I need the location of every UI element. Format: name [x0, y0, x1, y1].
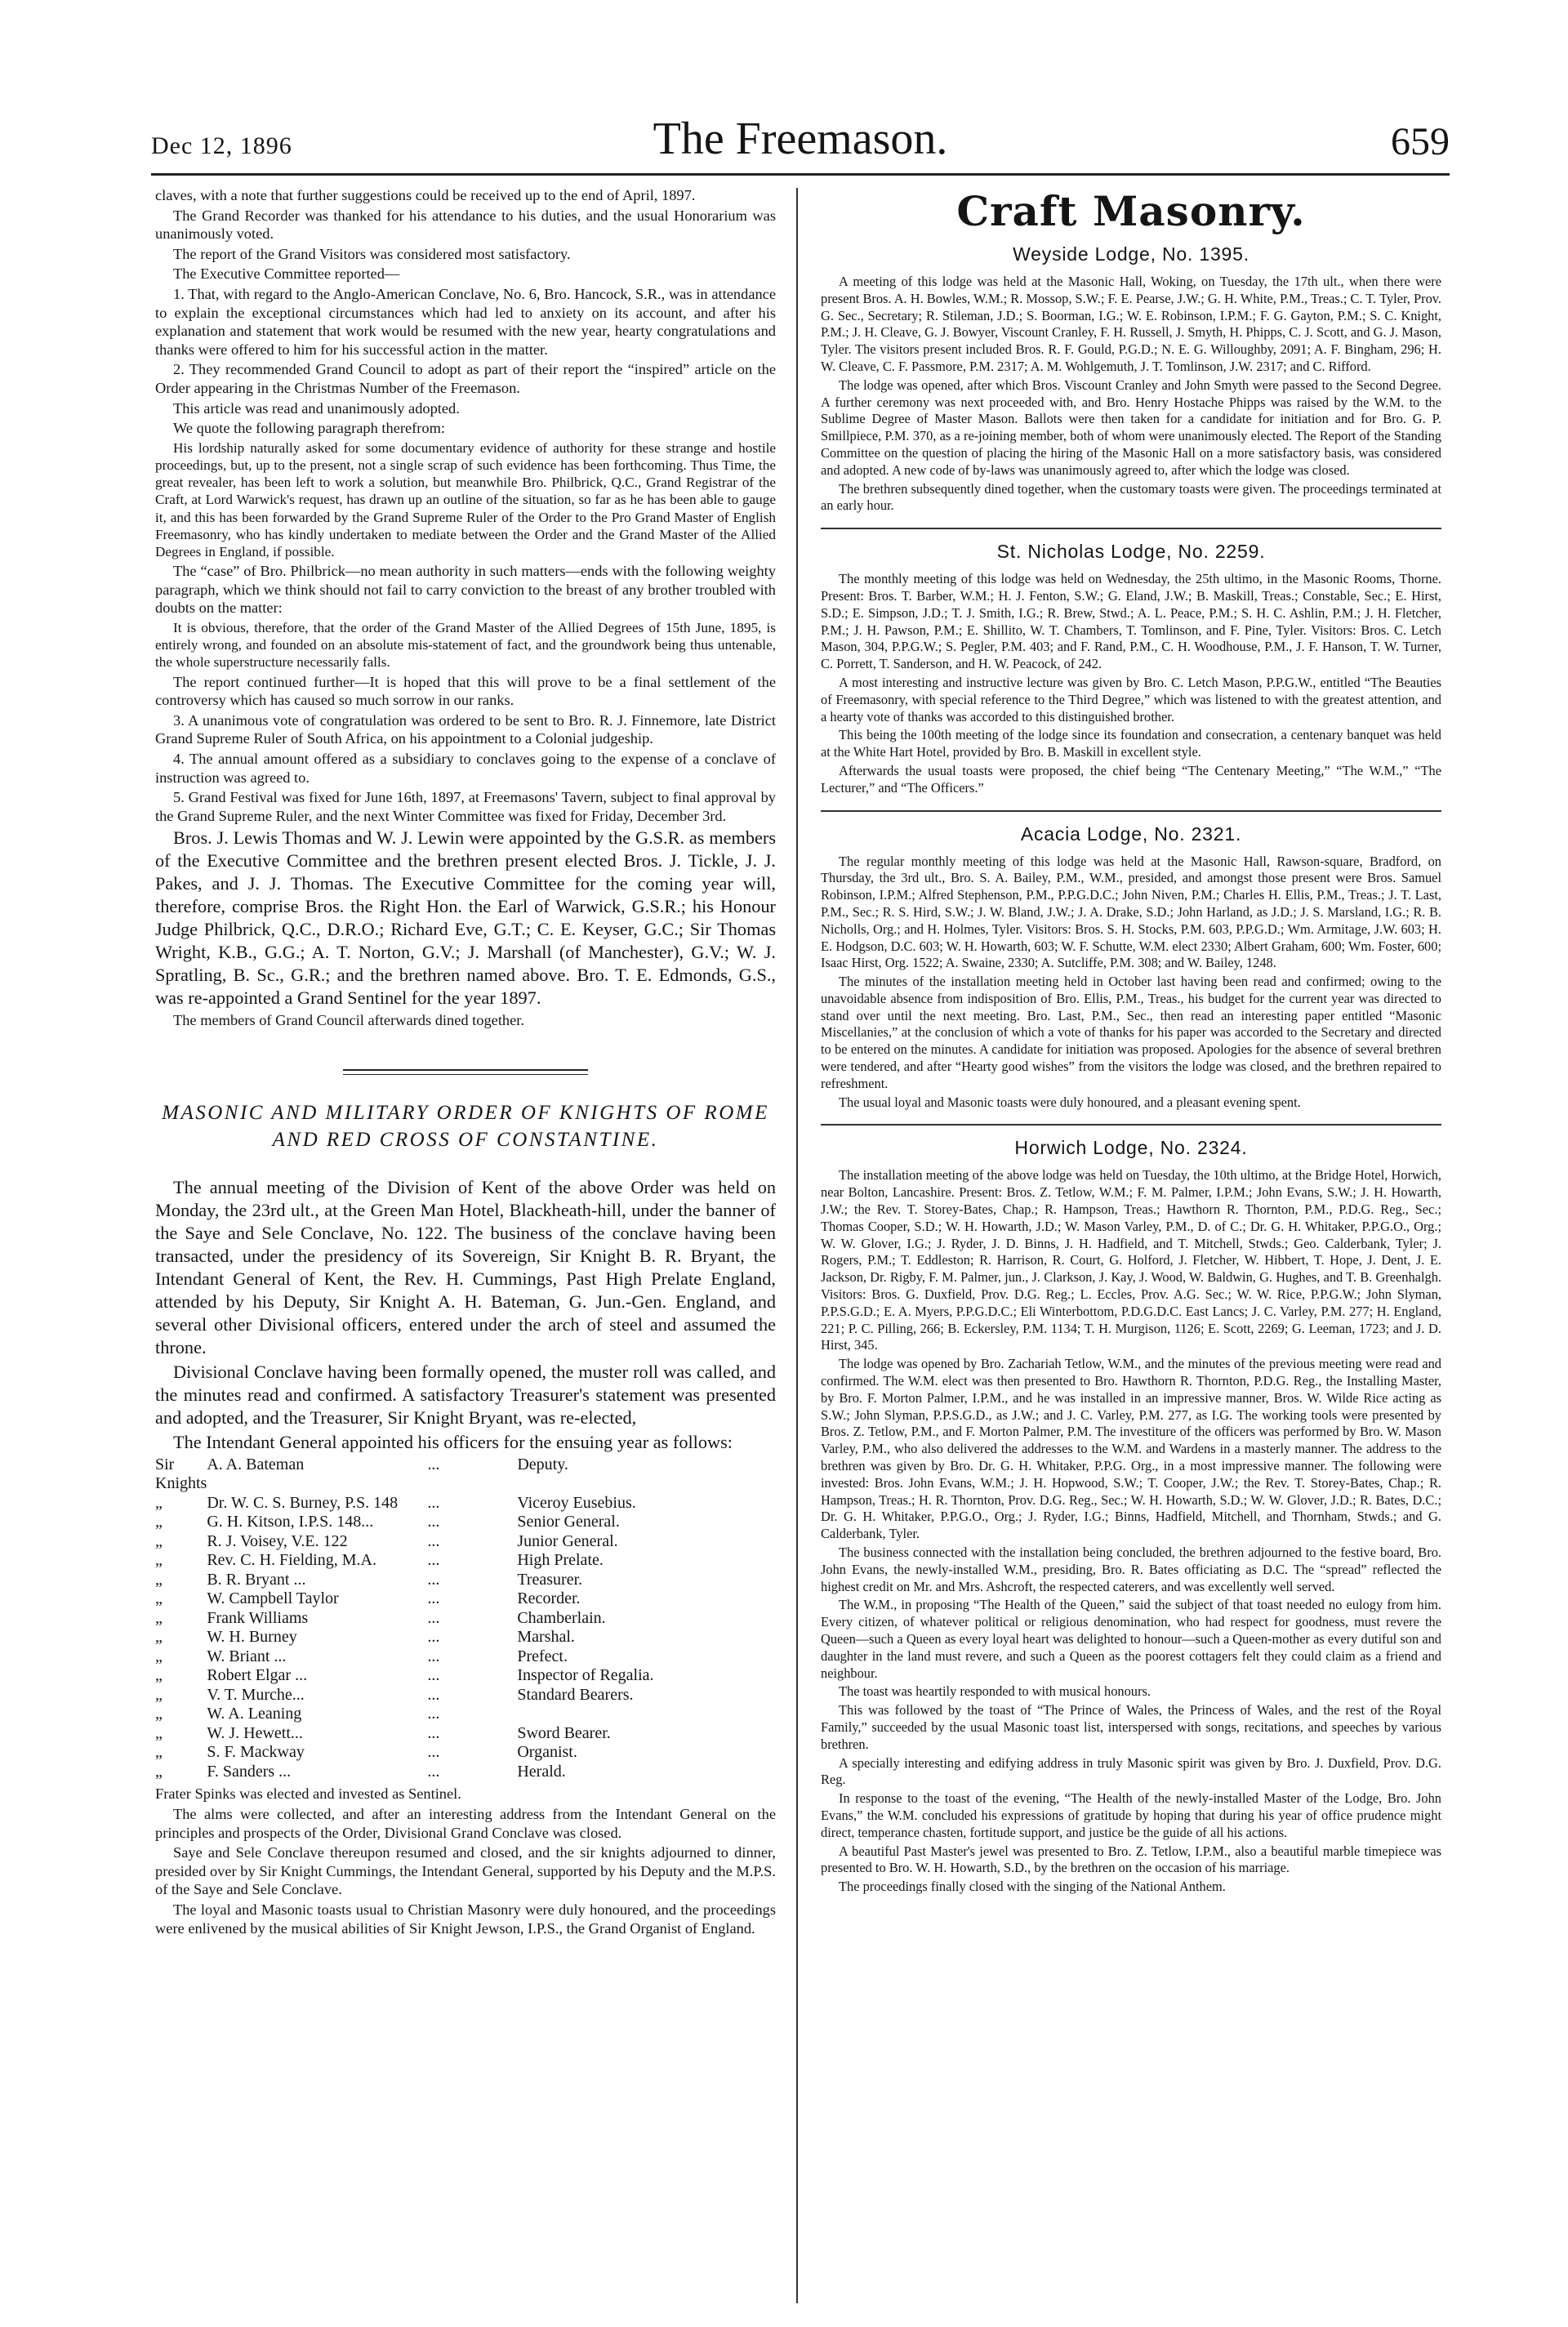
paragraph: The Grand Recorder was thanked for his attendance to his duties, and the usual Honorarium was unanimously voted.: [155, 207, 776, 243]
paragraph: The business connected with the installation being concluded, the brethren adjourned to the festive board, Bro. John Evans, the newly-installed W.M., presiding, Bro. R. Bates officiating as D.C. The “spread” reflected the highest credit on Mr. and Mrs. Ashcroft, the respected caterers, and was excellently well served.: [821, 1545, 1441, 1594]
paragraph: A specially interesting and edifying address in truly Masonic spirit was given by Bro. J. Duxfield, Prov. D.G. Reg.: [821, 1754, 1441, 1788]
officer-dots: ...: [427, 1608, 440, 1627]
quotation: [155, 619, 776, 671]
officer-name: Rev. C. H. Fielding, M.A.: [207, 1551, 376, 1570]
officer-office: [517, 1705, 776, 1724]
officer-row: [155, 1571, 776, 1590]
paragraph: The minutes of the installation meeting held in October last having been read and confirmed; owing to the unavoidable absence from indisposition of Bro. Ellis, P.M., Treas., his budget for the current year was directed to stand over until the next meeting. Bro. Last, P.M., Sec., then read an interesting paper entitled “Masonic Miscellanies,” at the conclusion of which a vote of thanks for his paper was accorded to the Secretary and directed to be entered on the minutes. A candidate for initiation was proposed. Apologies for the absence of several brethren were tendered, and after “Hearty good wishes” from the visitors the lodge was closed, and the brethren repaired to refreshment.: [821, 974, 1441, 1091]
masthead: [151, 108, 1450, 170]
officer-row: [155, 1532, 776, 1552]
officer-office: Deputy.: [517, 1455, 568, 1473]
lodge-separator: [821, 528, 1441, 529]
paragraph: The brethren subsequently dined together, when the customary toasts were given. The proceedings terminated at an early hour.: [821, 480, 1441, 514]
officer-prefix: „: [155, 1551, 163, 1570]
officer-name: F. Sanders ...: [207, 1762, 292, 1781]
officer-name: W. A. Leaning: [207, 1705, 302, 1723]
section-heading: MASONIC AND MILITARY ORDER OF KNIGHTS OF ROME AND RED CROSS OF CONSTANTINE.: [162, 1101, 769, 1151]
officer-office: Senior General.: [517, 1513, 620, 1531]
officer-office: Viceroy Eusebius.: [517, 1493, 636, 1512]
paragraph: The loyal and Masonic toasts usual to Christian Masonry were duly honoured, and the proceedings were enlivened by the musical abilities of Sir Knight Jewson, I.P.S., the Grand Organist of England.: [155, 1901, 776, 1937]
officer-office: High Prelate.: [517, 1551, 604, 1570]
paragraph: The “case” of Bro. Philbrick—no mean authority in such matters—ends with the following weighty paragraph, which we think should not fail to carry conviction to the breast of any brother troubled with doubts on the matter:: [155, 563, 776, 617]
officer-dots: ...: [427, 1551, 440, 1570]
officer-dots: ...: [427, 1531, 440, 1550]
officer-office: Chamberlain.: [517, 1608, 606, 1627]
lodge-heading: Horwich Lodge, No. 2324.: [1014, 1137, 1248, 1159]
officer-prefix: „: [155, 1666, 163, 1685]
officer-office: Recorder.: [517, 1589, 581, 1608]
officer-prefix: „: [155, 1513, 163, 1531]
officer-prefix: Sir Knights: [155, 1455, 207, 1493]
paragraph: 2. They recommended Grand Council to adopt as part of their report the “inspired” article on the Order appearing in the Christmas Number of the Freemason.: [155, 361, 776, 396]
officer-row: [155, 1686, 776, 1705]
officer-row: [155, 1494, 776, 1513]
conclave-report: [155, 1176, 776, 1454]
officer-office: Standard Bearers.: [517, 1685, 634, 1704]
right-column: [821, 186, 1441, 1897]
paragraph: The usual loyal and Masonic toasts were duly honoured, and a pleasant evening spent.: [839, 1094, 1301, 1110]
officer-prefix: „: [155, 1493, 163, 1512]
officer-row: [155, 1666, 776, 1686]
paragraph: The annual meeting of the Division of Kent of the above Order was held on Monday, the 23rd ult., at the Green Man Hotel, Blackheath-hill, under the banner of the Saye and Sele Conclave, No. 122. The business of the conclave having been transacted, under the presidency of its Sovereign, Sir Knight B. R. Bryant, the Intendant General of Kent, the Rev. H. Cummings, Past High Prelate England, attended by his Deputy, Sir Knight A. H. Bateman, G. Jun.-Gen. England, and several other Divisional officers, entered under the arch of steel and assumed the throne.: [155, 1176, 776, 1357]
officer-name: G. H. Kitson, I.P.S. 148...: [207, 1513, 374, 1531]
officer-row: [155, 1724, 776, 1744]
officer-dots: ...: [427, 1762, 440, 1781]
quote-paragraph: It is obvious, therefore, that the order of the Grand Master of the Allied Degrees of 15th June, 1895, is entirely wrong, and founded on an absolute mis-statement of fact, and the groundwork being thus untenable, the whole superstructure necessarily falls.: [155, 619, 776, 671]
quote-paragraph: His lordship naturally asked for some documentary evidence of authority for these strange and hostile proceedings, but, up to the present, not a single scrap of such evidence has been forthcoming. Thus Time, the great revealer, has been left to work a solution, but meanwhile Bro. Philbrick, Q.C., Grand Registrar of the Craft, at Lord Warwick's request, has drawn up an outline of the situation, so far as he has been able to gauge it, and this has been forwarded by the Grand Supreme Ruler of the Order to the Pro Grand Master of English Freemasonry, who has kindly undertaken to mediate between the Order and the Grand Master of the Allied Degrees in England, if possible.: [155, 439, 776, 559]
officer-dots: ...: [427, 1570, 440, 1589]
officer-row: [155, 1551, 776, 1571]
officer-name: R. J. Voisey, V.E. 122: [207, 1531, 348, 1550]
lodge-heading: St. Nicholas Lodge, No. 2259.: [996, 541, 1266, 563]
officer-name: A. A. Bateman: [207, 1455, 305, 1473]
officer-office: Organist.: [517, 1743, 577, 1762]
officer-dots: ...: [427, 1743, 440, 1762]
quotation: [155, 439, 776, 560]
left-column: [155, 186, 776, 1939]
paragraph: This being the 100th meeting of the lodge since its foundation and consecration, a centenary banquet was held at the White Hart Hotel, provided by Bro. B. Maskill in excellent style.: [821, 727, 1441, 760]
publication-title: The Freemason.: [653, 114, 948, 164]
column-divider: [796, 188, 798, 2303]
paragraph: The members of Grand Council afterwards dined together.: [173, 1012, 524, 1029]
officer-row: [155, 1647, 776, 1667]
paragraph: Divisional Conclave having been formally opened, the muster roll was called, and the minutes read and confirmed. A satisfactory Treasurer's statement was presented and adopted, and the Treasurer, Sir Knight Bryant, was re-elected,: [155, 1361, 776, 1428]
large-type-block: [155, 827, 776, 1010]
paragraph: The alms were collected, and after an interesting address from the Intendant General on the principles and prospects of the Order, Divisional Grand Conclave was closed.: [155, 1805, 776, 1841]
paragraph: 4. The annual amount offered as a subsidiary to conclaves going to the expense of a conclave of instruction was agreed to.: [155, 750, 776, 786]
paragraph: The Executive Committee reported—: [173, 265, 400, 283]
officer-name: Dr. W. C. S. Burney, P.S. 148: [207, 1493, 399, 1512]
paragraph: 3. A unanimous vote of congratulation was ordered to be sent to Bro. R. J. Finnemore, late District Grand Supreme Ruler of South Africa, on his appointment to a Colonial judgeship.: [155, 711, 776, 747]
officer-prefix: „: [155, 1531, 163, 1550]
officer-prefix: „: [155, 1723, 163, 1742]
paragraph: The monthly meeting of this lodge was held on Wednesday, the 25th ultimo, in the Masonic Rooms, Thorne. Present: Bros. T. Barber, W.M.; H. J. Fenton, S.W.; G. Eland, J.W.; B. Maskill, Treas.; Constable, Sec.; E. Hirst, S.D.; E. Simpson, J.D.; T. J. Smith, I.G.; R. Brew, Stwd.; A. L. Peace, P.M.; S. H. C. Ashlin, P.M.; J. H. Fletcher, P.M.; J. H. Pawson, P.M.; E. Shillito, W. T. Chambers, T. Tomlinson, and F. Pine, Tyler. Visitors: Bros. C. Letch Mason, 304, P.P.G.W.; S. Pegler, P.M. 403; and F. Rand, P.M., C. H. Woodhouse, P.M., J. F. Hanson, T. W. Turner, C. Porrett, T. Sanderson, and H. W. Peacock, of 242.: [821, 571, 1441, 672]
paragraph: In response to the toast of the evening, “The Health of the newly-installed Master of the Lodge, Bro. John Evans,” the W.M. concluded his expressions of gratitude by hoping that during his year of office prudence might direct, temperance chasten, fortitude support, and justice be the guide of all his actions.: [821, 1790, 1441, 1840]
masthead-rule: [151, 173, 1450, 176]
officer-prefix: „: [155, 1647, 163, 1665]
paragraph: This article was read and unanimously adopted.: [173, 399, 460, 417]
officer-row: [155, 1743, 776, 1763]
paragraph: The installation meeting of the above lodge was held on Tuesday, the 10th ultimo, at the Bridge Hotel, Horwich, near Bolton, Lancashire. Present: Bros. Z. Tetlow, W.M.; F. M. Palmer, I.P.M.; John Evans, S.W.; J. H. Howarth, J.W.; the Rev. T. Storey-Bates, Chap.; R. Hampson, Treas.; Hawthorn R. Thornton, P.M., P.D.G. Reg., Sec.; Thomas Cooper, S.D.; W. H. Howarth, J.D.; W. Mason Varley, P.M., D. of C.; Dr. G. H. Whitaker, P.P.G.O., Org.; W. W. Glover, I.G.; J. Ryder, J. D. Binns, J. H. Hadfield, and T. Mitchell, Stwds.; Geo. Calderbank, Tyler; J. Rogers, P.M.; T. Eddleston; R. Harrison, R. Court, G. Holford, J. Fletcher, W. Hibbert, T. Hope, J. Dent, J. E. Jackson, Dr. Rigby, F. M. Palmer, jun., J. Clarkson, J. Kay, J. Wood, W. Baldwin, G. Hughes, and T. B. Greenhalgh. Visitors: Bros. G. Duxfield, Prov. D.G. Reg.; L. Eccles, Prov. A.G. Sec.; W. W. Rice, P.P.G.W.; John Slyman, P.P.S.G.D.; E. A. Myers, P.P.G.D.C.; Eli Winterbottom, P.D.G.D.C. East Lancs; J. C. Varley, P.M. 277; H. England, 221; P. C. Pilling, 266; B. Eckersley, P.M. 1134; T. H. Murgison, 1126; E. Scott, 2269; G. Leeman, 1723; and J. D. Hirst, 345.: [821, 1167, 1441, 1353]
officer-prefix: „: [155, 1608, 163, 1627]
issue-date: Dec 12, 1896: [151, 132, 292, 159]
lodge-heading: Weyside Lodge, No. 1395.: [1013, 243, 1250, 265]
officer-dots: ...: [427, 1723, 440, 1742]
officer-office: Treasurer.: [517, 1570, 583, 1589]
lodge-report: [821, 571, 1441, 796]
paragraph: The regular monthly meeting of this lodge was held at the Masonic Hall, Rawson-square, Bradford, on Thursday, the 3rd ult., Bro. S. A. Bailey, P.M., W.M., presided, and amongst those present were Bros. Samuel Robinson, I.P.M.; Alfred Stephenson, P.M., P.P.G.D.C.; John Niven, P.M.; Charles H. Ellis, P.M., Treas.; J. T. Last, P.M., Sec.; R. S. Hird, S.W.; J. W. Bland, J.W.; J. A. Drake, S.D.; John Harland, as J.D.; J. S. Marsland, I.G.; R. B. Nicholls, Org.; and H. Holmes, Tyler. Visitors: Bros. S. H. Stocks, P.M. 603, P.P.G.D.; Wm. Armitage, J.W. 603; H. E. Hodgson, D.C. 603; W. H. Howarth, 603; W. F. Schutte, W.M. elect 2330; Albert Graham, 600; Wm. Foster, 600; Isaac Hirst, Org. 1522; A. Swaine, 2330; A. Sutcliffe, P.M. 308; and W. Bailey, 1248.: [821, 853, 1441, 971]
officer-office: Inspector of Regalia.: [517, 1666, 654, 1685]
officer-prefix: „: [155, 1743, 163, 1762]
officer-row: [155, 1609, 776, 1629]
officer-office: Herald.: [517, 1762, 566, 1781]
officer-dots: ...: [427, 1493, 440, 1512]
lodge-reports: [821, 243, 1441, 1896]
officer-name: B. R. Bryant ...: [207, 1570, 306, 1589]
officer-dots: ...: [427, 1647, 440, 1665]
paragraph: The lodge was opened, after which Bros. Viscount Cranley and John Smyth were passed to the Second Degree. A further ceremony was next proceeded with, and Bro. Henry Hostache Phipps was raised by the W.M. to the Sublime Degree of Master Mason. Ballots were then taken for a candidate for initiation and for Bro. G. P. Smillpiece, P.M. 370, as a re-joining member, both of whom were unanimously elected. The Report of the Standing Committee on the question of placing the hiring of the Masonic Hall on a more satisfactory basis, was considered and adopted. A new code of by-laws was unanimously agreed to, after which the lodge was closed.: [821, 377, 1441, 478]
officer-name: W. J. Hewett...: [207, 1723, 303, 1742]
officer-row: [155, 1455, 776, 1494]
paragraph: The report continued further—It is hoped that this will prove to be a final settlement of the controversy which has caused so much sorrow in our ranks.: [155, 673, 776, 709]
section-heading-craft-masonry: Craft Masonry.: [956, 187, 1306, 235]
officer-prefix: „: [155, 1685, 163, 1704]
paragraph: 5. Grand Festival was fixed for June 16th, 1897, at Freemasons' Tavern, subject to final approval by the Grand Supreme Ruler, and the next Winter Committee was fixed for Friday, December 3rd.: [155, 789, 776, 824]
officer-name: W. Campbell Taylor: [207, 1589, 339, 1608]
paragraph: We quote the following paragraph therefrom:: [173, 420, 446, 437]
officers-list: [155, 1455, 776, 1782]
lodge-report: [821, 274, 1441, 515]
officer-dots: ...: [427, 1628, 440, 1647]
officer-row: [155, 1589, 776, 1609]
paragraph: A meeting of this lodge was held at the Masonic Hall, Woking, on Tuesday, the 17th ult., when there were present Bros. A. H. Bowles, W.M.; R. Mossop, S.W.; F. E. Pearse, J.W.; G. H. White, P.M., Treas.; C. T. Tyler, Prov. G. Sec., Secretary; R. Stileman, J.D.; S. Boorman, I.G.; W. E. Robinson, I.P.M.; F. G. Gayton, P.M.; S. C. Knight, P.M.; J. H. Cleave, G. J. Bowyer, Viscount Cranley, F. H. Russell, J. Smyth, H. Phipps, C. J. Scott, and G. J. Mason, Tyler. The visitors present included Bros. R. F. Gould, P.G.D.; N. E. G. Willoughby, 2091; A. F. Bingham, 296; H. W. Cleave, C. F. Passmore, P.M. 2317; A. M. Wohlgemuth, J. T. Tomlinson, J.W. 2317; and C. Rifford.: [821, 274, 1441, 374]
paragraph: The report of the Grand Visitors was considered most satisfactory.: [173, 245, 571, 262]
paragraph: Bros. J. Lewis Thomas and W. J. Lewin were appointed by the G.S.R. as members of the Executive Committee and the brethren present elected Bros. J. Tickle, J. J. Pakes, and J. J. Thomas. The Executive Committee for the coming year will, therefore, comprise Bros. the Right Hon. the Earl of Warwick, G.S.R.; his Honour Judge Philbrick, Q.C., D.R.O.; Richard Eve, G.T.; C. E. Keyser, G.C.; Sir Thomas Wright, K.B., G.G.; A. T. Norton, G.V.; J. Marshall (of Manchester), G.V.; W. J. Spratling, B. Sc., G.R.; and the brethren named above. Bro. T. E. Edmonds, G.S., was re-appointed a Grand Sentinel for the year 1897.: [155, 827, 776, 1009]
officer-name: S. F. Mackway: [207, 1743, 305, 1762]
officer-dots: ...: [427, 1705, 440, 1723]
paragraph: Afterwards the usual toasts were proposed, the chief being “The Centenary Meeting,” “The W.M.,” “The Lecturer,” and “The Officers.”: [821, 762, 1441, 796]
paragraph: Saye and Sele Conclave thereupon resumed and closed, and the sir knights adjourned to dinner, presided over by Sir Knight Cummings, the Intendant General, supported by his Deputy and the M.P.S. of the Saye and Sele Conclave.: [155, 1844, 776, 1898]
officer-row: [155, 1705, 776, 1724]
officer-prefix: „: [155, 1705, 163, 1723]
paragraph: The W.M., in proposing “The Health of the Queen,” said the subject of that toast needed no eulogy from him. Every citizen, of whatever political or religious denomination, who had respect for goodness, must revere the Queen—such a Queen as every loyal heart was delighted to honour—such a Queen-mother as every dutiful son and daughter in the land must revere, and such a Queen as the poorest cottagers felt they could claim as a friend and neighbour.: [821, 1597, 1441, 1681]
officer-prefix: „: [155, 1762, 163, 1781]
officer-dots: ...: [427, 1589, 440, 1608]
officer-dots: ...: [427, 1666, 440, 1685]
officer-dots: ...: [427, 1455, 440, 1473]
paragraph: The Intendant General appointed his officers for the ensuing year as follows:: [173, 1431, 733, 1452]
officer-name: Frank Williams: [207, 1608, 309, 1627]
officer-prefix: „: [155, 1570, 163, 1589]
lodge-report: [821, 854, 1441, 1112]
section-divider: [343, 1069, 588, 1075]
lodge-heading: Acacia Lodge, No. 2321.: [1020, 822, 1242, 845]
paragraph: The toast was heartily responded to with musical honours.: [839, 1683, 1151, 1700]
officer-row: [155, 1763, 776, 1782]
officer-office: Junior General.: [517, 1531, 618, 1550]
paragraph: This was followed by the toast of “The Prince of Wales, the Princess of Wales, and the rest of the Royal Family,” succeeded by the usual Masonic toast list, interspersed with songs, recitations, and speeches by various brethren.: [821, 1702, 1441, 1752]
lodge-report: [821, 1167, 1441, 1895]
lodge-separator: [821, 810, 1441, 812]
paragraph: A beautiful Past Master's jewel was presented to Bro. Z. Tetlow, I.P.M., also a beautiful marble timepiece was presented to Bro. W. H. Howarth, S.D., by the brethren on the occasion of his marriage.: [821, 1843, 1441, 1876]
paragraph: A most interesting and instructive lecture was given by Bro. C. Letch Mason, P.P.G.W., entitled “The Beauties of Freemasonry, with special reference to the Third Degree,” which was listened to with the greatest attention, and a hearty vote of thanks was accorded to this distinguished brother.: [821, 674, 1441, 724]
page-number: 659: [1391, 120, 1450, 163]
officer-dots: ...: [427, 1513, 440, 1531]
officer-name: W. Briant ...: [207, 1647, 287, 1665]
lodge-separator: [821, 1124, 1441, 1126]
officer-name: V. T. Murche...: [207, 1685, 305, 1704]
paragraph: Frater Spinks was elected and invested as Sentinel.: [155, 1785, 461, 1803]
officer-name: Robert Elgar ...: [207, 1666, 308, 1685]
officer-prefix: „: [155, 1589, 163, 1608]
paragraph: claves, with a note that further suggestions could be received up to the end of April, 1897.: [155, 187, 696, 203]
officer-office: Prefect.: [517, 1647, 568, 1665]
officer-row: [155, 1628, 776, 1647]
paragraph: The proceedings finally closed with the singing of the National Anthem.: [839, 1879, 1226, 1895]
paragraph: 1. That, with regard to the Anglo-American Conclave, No. 6, Bro. Hancock, S.R., was in attendance to explain the exceptional circumstances which had led to anxiety on its account, and after his explanation and statement that work would be resumed with the new year, hearty congratulations and thanks were offered to him for his successful action in the matter.: [155, 285, 776, 358]
officer-office: Sword Bearer.: [517, 1723, 611, 1742]
officer-prefix: „: [155, 1628, 163, 1647]
officer-dots: ...: [427, 1685, 440, 1704]
officer-office: Marshal.: [517, 1628, 575, 1647]
officer-name: W. H. Burney: [207, 1628, 297, 1647]
officer-row: [155, 1513, 776, 1532]
paragraph: The lodge was opened by Bro. Zachariah Tetlow, W.M., and the minutes of the previous meeting were read and confirmed. The W.M. elect was then presented to Bro. Hawthorn R. Thornton, P.D.G. Reg., the Installing Master, by Bro. F. Morton Palmer, I.P.M., and he was installed in an impressive manner, Bros. W. Wilde Rice acting as S.W.; John Slyman, P.P.S.G.D., as J.W.; and J. C. Varley, P.M. 277, as I.G. The working tools were presented by Bros. Z. Tetlow, P.M., and F. Morton Palmer, P.M. The investiture of the officers was performed by Bro. W. Mason Varley, P.M., who also delivered the addresses to the W.M. and Wardens in a masterly manner. The address to the brethren was given by Bro. Dr. G. H. Whitaker, P.P.G. Org., in a most impressive manner. The following were invested: Bros. John Evans, W.M.; J. H. Hopwood, S.W.; T. Cooper, J.W.; the Rev. T. Storey-Bates, Chap.; R. Hampson, Treas.; H. R. Thornton, Prov. D.G. Reg., Sec.; W. H. Howarth, S.D.; W. W. Glover, J.D.; R. Bates, D.C.; Dr. G. H. Whitaker, P.P.G.O., Org.; J. Ryder, I.G.; Binns, Hadfield, Mitchell, and Thornham, Stwds.; and G. Calderbank, Tyler.: [821, 1356, 1441, 1542]
